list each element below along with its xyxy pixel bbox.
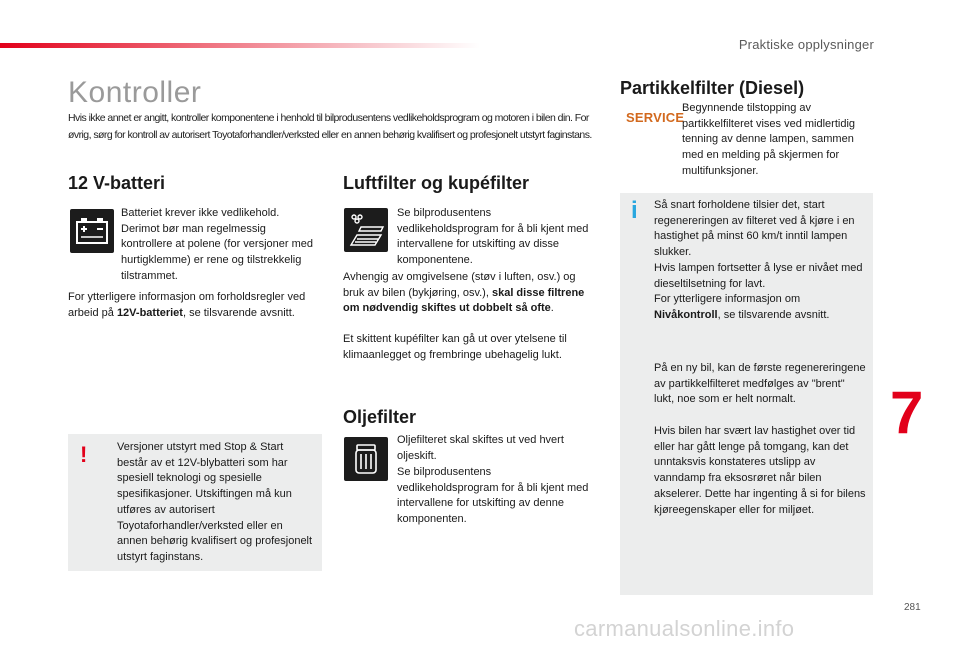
info-text-5: Hvis bilen har svært lav hastighet over tid eller har gått lenge på tomgang, kan det unntaksvis konstateres utslipp av vanndamp fra eksosrøret når bilen akselerer. Dette har ingenting å si for bilens kjøreegenskaper eller for miljøet. bbox=[654, 425, 866, 516]
header-accent-bar bbox=[0, 43, 480, 48]
air-filter-body: Avhengig av omgivelsene (støv i luften, osv.) og bruk av bilen (bykjøring, osv.), skal disse filtrene om nødvendig skiftes ut dobbelt så ofte. bbox=[343, 271, 585, 315]
air-filter-text: Se bilprodusentens vedlikeholdsprogram for å bli kjent med intervallene for utskifting av disse komponentene. bbox=[397, 207, 589, 267]
info-text-3: For ytterligere informasjon om Nivåkontroll, se tilsvarende avsnitt. bbox=[654, 293, 830, 321]
info-text-2: Hvis lampen fortsetter å lyse er nivået med dieseltilsetning for lavt. bbox=[654, 262, 863, 290]
oil-filter-heading: Oljefilter bbox=[343, 407, 417, 427]
oil-filter-text-1: Oljefilteret skal skiftes ut ved hvert oljeskift. bbox=[397, 434, 564, 462]
info-text-4: På en ny bil, kan de første regenereringene av partikkelfilteret medfølges av "brent" lukt, noe som er helt normalt. bbox=[654, 362, 866, 406]
warning-icon: ! bbox=[80, 442, 88, 467]
oil-filter-icon bbox=[344, 437, 388, 481]
battery-text: Batteriet krever ikke vedlikehold. Derimot bør man regelmessig kontrollere at polene (for versjoner med hurtigklemme) er rene og tilstrekkelig tilstrammet. bbox=[121, 207, 313, 282]
particle-filter-heading: Partikkelfilter (Diesel) bbox=[620, 78, 805, 98]
watermark: carmanualsonline.info bbox=[574, 616, 795, 641]
particle-filter-info-box bbox=[620, 193, 873, 595]
battery-icon bbox=[70, 209, 114, 253]
page-number: 281 bbox=[904, 602, 921, 613]
chapter-number: 7 bbox=[890, 379, 924, 446]
battery-warning-text: Versjoner utstyrt med Stop & Start består av et 12V-blybatteri som har spesiell teknologi og spesielle spesifikasjoner. Utskiftingen må kun utføres av autorisert Toyotaforhandler/verksted eller en annen behørig kvalifisert og profesjonelt utstyrt faginstans. bbox=[117, 441, 313, 563]
oil-filter-text-2: Se bilprodusentens vedlikeholdsprogram for å bli kjent med intervallene for utskifting av denne komponenten. bbox=[397, 466, 589, 526]
battery-heading: 12 V-batteri bbox=[68, 173, 166, 193]
service-warning-icon: SERVICE bbox=[626, 110, 685, 125]
section-header: Praktiske opplysninger bbox=[738, 37, 874, 52]
info-text-1: Så snart forholdene tilsier det, start regenereringen av filteret ved å kjøre i en hastighet på minst 60 km/t inntil lampen slukker. bbox=[654, 199, 855, 259]
info-icon: i bbox=[631, 197, 638, 224]
air-filter-body-2: Et skittent kupéfilter kan gå ut over ytelsene til klimaanlegget og frembringe ubehagelig lukt. bbox=[343, 333, 567, 361]
battery-more-info: For ytterligere informasjon om forholdsregler ved arbeid på 12V-batteriet, se tilsvarende avsnitt. bbox=[68, 291, 306, 319]
page-title: Kontroller bbox=[68, 76, 202, 109]
air-filter-heading: Luftfilter og kupéfilter bbox=[343, 173, 529, 193]
air-filter-icon bbox=[344, 208, 388, 252]
battery-warning-box bbox=[68, 434, 322, 571]
particle-filter-text: Begynnende tilstopping av partikkelfilteret vises ved midlertidig tenning av denne lampen, sammen med en melding på skjermen for multifunksjoner. bbox=[682, 102, 856, 177]
intro-text: Hvis ikke annet er angitt, kontroller komponentene i henhold til bilprodusentens vedlikeholdsprogram og motoren i bilen din. For øvrig, sørg for kontroll av autorisert Toyotaforhandler/verksted eller en annen behørig kvalifisert og profesjonelt utstyrt faginstans. bbox=[68, 112, 592, 141]
